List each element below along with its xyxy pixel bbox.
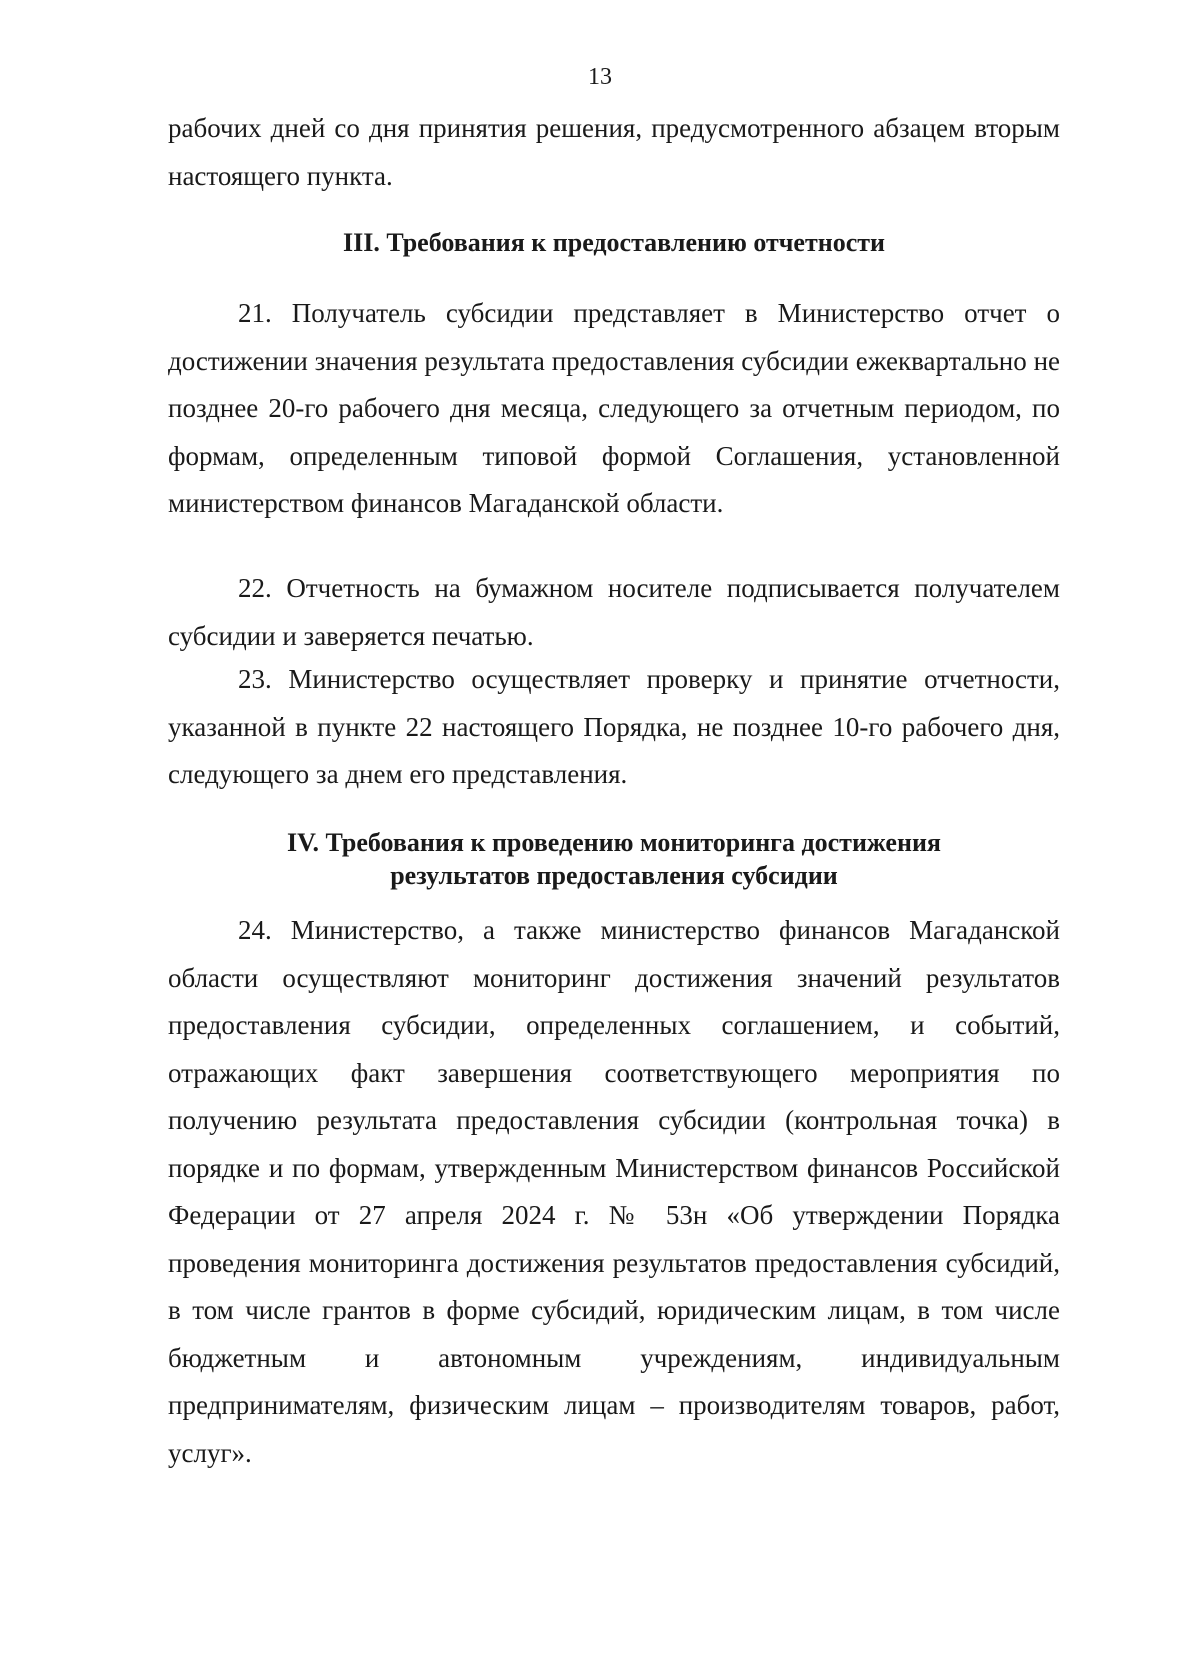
section-heading-iv-line-1: IV. Требования к проведению мониторинга достижения — [286, 828, 941, 857]
section-heading-iii: III. Требования к предоставлению отчетности — [342, 228, 885, 257]
section-heading-iv-line-2: результатов предоставления субсидии — [390, 861, 838, 890]
paragraph-continuation: рабочих дней со дня принятия решения, предусмотренного абзацем вторым настоящего пункта. — [168, 113, 1060, 191]
paragraph-22: 22. Отчетность на бумажном носителе подписывается получателем субсидии и заверяется печатью. — [168, 573, 1060, 651]
paragraph-23: 23. Министерство осуществляет проверку и принятие отчетности, указанной в пункте 22 настоящего Порядка, не позднее 10-го рабочего дня, следующего за днем его представления. — [168, 664, 1060, 789]
paragraph-24: 24. Министерство, а также министерство финансов Магаданской области осуществляют мониторинг достижения значений результатов предоставления субсидии, определенных соглашением, и событий, отражающих факт завершения соответствующего мероприятия по получению результата предоставления субсидии (контрольная точка) в порядке и по формам, утвержденным Министерством финансов Российской Федерации от 27 апреля 2024 г. № 53н «Об утверждении Порядка проведения мониторинга достижения результатов предоставления субсидий, в том числе грантов в форме субсидий, юридическим лицам, в том числе бюджетным и автономным учреждениям, индивидуальным предпринимателям, физическим лицам – производителям товаров, работ, услуг». — [168, 915, 1060, 1468]
section-heading-iv — [168, 826, 1060, 892]
page-number: 13 — [588, 64, 612, 90]
paragraph-21: 21. Получатель субсидии представляет в Министерство отчет о достижении значения результата предоставления субсидии ежеквартально не позднее 20-го рабочего дня месяца, следующего за отчетным периодом, по формам, определенным типовой формой Соглашения, установленной министерством финансов Магаданской области. — [168, 298, 1060, 518]
